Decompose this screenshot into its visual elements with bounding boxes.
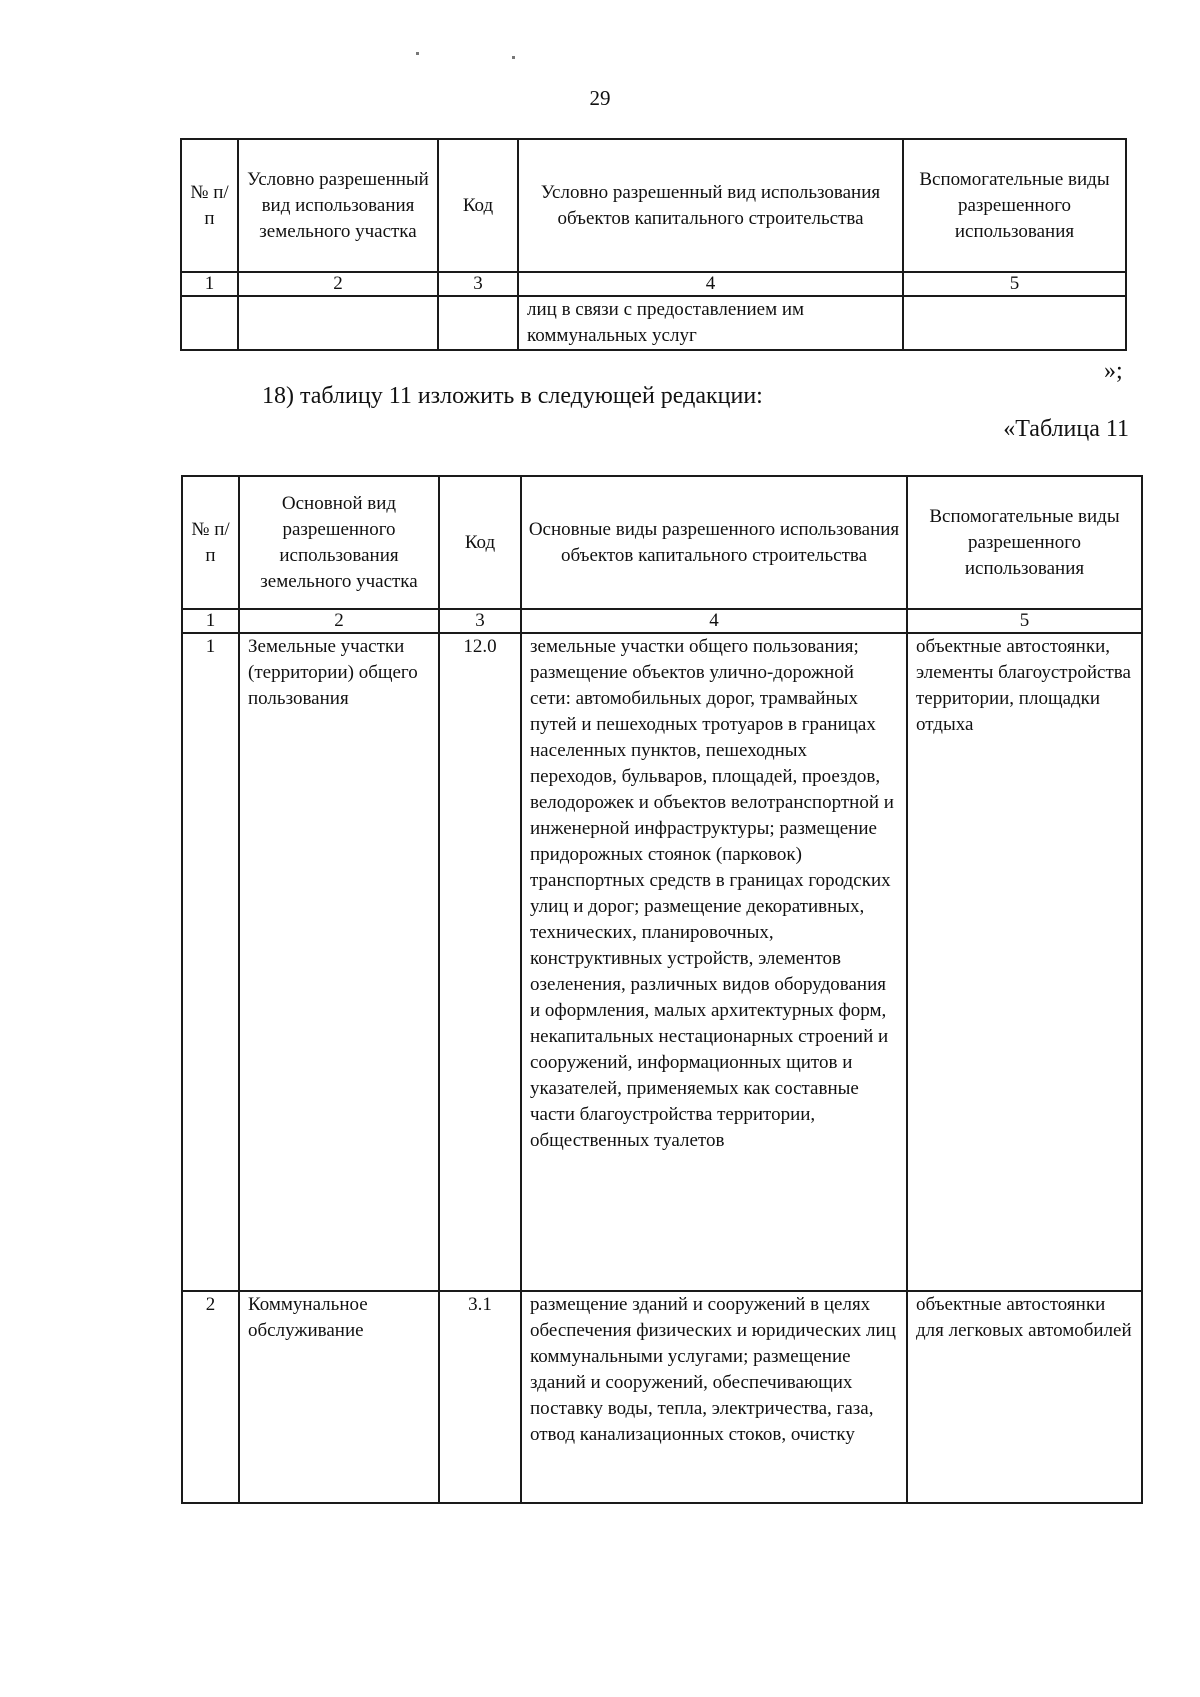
header-cell-num: № п/п: [182, 476, 239, 609]
header-cell-kind: Основной вид разрешенного использования земельного участка: [239, 476, 439, 609]
row-kind: Коммунальное обслуживание: [239, 1291, 439, 1503]
column-number: 2: [238, 272, 438, 296]
row-code: 3.1: [439, 1291, 521, 1503]
table-header-row: [181, 139, 1126, 272]
table-caption: «Таблица 11: [1003, 416, 1129, 442]
column-number: 4: [518, 272, 903, 296]
table-header-row: [182, 476, 1142, 609]
row-objects: земельные участки общего пользования; размещение объектов улично-дорожной сети: автомобильных дорог, трамвайных путей и пешеходных тротуаров в границах населенных пунктов, пешеходных переходов, бульваров, площадей, проездов, велодорожек и объектов велотранспортной и инженерной инфраструктуры; размещение придорожных стоянок (парковок) транспортных средств в границах городских улиц и дорог; размещение декоративных, технических, планировочных, конструктивных устройств, элементов озеленения, различных видов оборудования и оформления, малых архитектурных форм, некапитальных нестационарных строений и сооружений, информационных щитов и указателей, применяемых как составные части благоустройства территории, общественных туалетов: [521, 633, 907, 1291]
header-cell-code: Код: [439, 476, 521, 609]
row-aux: [903, 296, 1126, 350]
row-number: 1: [182, 633, 239, 1291]
table-11: [181, 475, 1143, 1504]
row-aux: объектные автостоянки для легковых автомобилей: [907, 1291, 1142, 1503]
column-number: 4: [521, 609, 907, 633]
row-code: [438, 296, 518, 350]
scan-mark: [416, 52, 419, 55]
header-cell-kind: Условно разрешенный вид использования земельного участка: [238, 139, 438, 272]
scan-mark: [512, 56, 515, 59]
page-number: 29: [589, 86, 611, 110]
row-number: [181, 296, 238, 350]
row-code: 12.0: [439, 633, 521, 1291]
column-number: 1: [182, 609, 239, 633]
header-cell-objects: Основные виды разрешенного использования объектов капитального строительства: [521, 476, 907, 609]
table-row: [182, 633, 1142, 1291]
row-kind: [238, 296, 438, 350]
column-number: 3: [439, 609, 521, 633]
header-cell-code: Код: [438, 139, 518, 272]
column-number-row: [181, 272, 1126, 296]
closing-quote: »;: [1104, 358, 1123, 384]
table-row: [182, 1291, 1142, 1503]
column-number: 5: [903, 272, 1126, 296]
column-number: 1: [181, 272, 238, 296]
column-number: 2: [239, 609, 439, 633]
header-cell-num: № п/п: [181, 139, 238, 272]
row-aux: объектные автостоянки, элементы благоустройства территории, площадки отдыха: [907, 633, 1142, 1291]
header-cell-aux: Вспомогательные виды разрешенного использования: [907, 476, 1142, 609]
amendment-intro: 18) таблицу 11 изложить в следующей редакции:: [262, 383, 763, 409]
row-objects: лиц в связи с предоставлением им коммунальных услуг: [518, 296, 903, 350]
header-cell-aux: Вспомогательные виды разрешенного использования: [903, 139, 1126, 272]
table-row: [181, 296, 1126, 350]
row-number: 2: [182, 1291, 239, 1503]
row-kind: Земельные участки (территории) общего пользования: [239, 633, 439, 1291]
previous-table: [180, 138, 1127, 351]
column-number: 3: [438, 272, 518, 296]
header-cell-objects: Условно разрешенный вид использования объектов капитального строительства: [518, 139, 903, 272]
column-number-row: [182, 609, 1142, 633]
row-objects: размещение зданий и сооружений в целях обеспечения физических и юридических лиц коммунальными услугами; размещение зданий и сооружений, обеспечивающих поставку воды, тепла, электричества, газа, отвод канализационных стоков, очистку: [521, 1291, 907, 1503]
column-number: 5: [907, 609, 1142, 633]
